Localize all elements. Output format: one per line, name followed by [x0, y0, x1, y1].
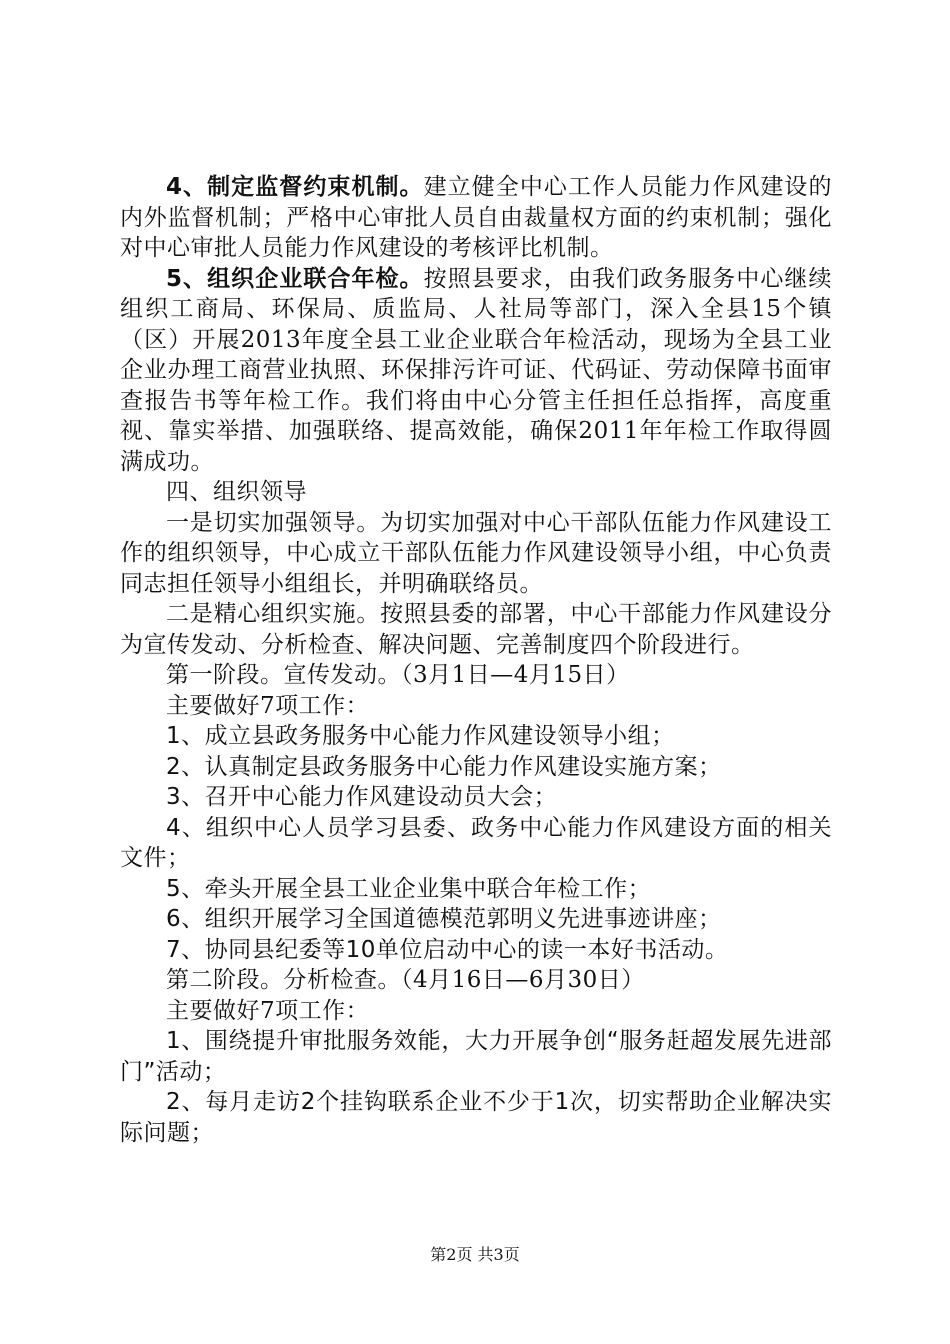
- list-item: 2、认真制定县政务服务中心能力作风建设实施方案；: [166, 753, 722, 780]
- paragraph-text: 按照县要求，由我们政务服务中心继续组织工商局、环保局、质监局、人社局等部门，深入全县15个镇（区）开展2013年度全县工业企业联合年检活动，现场为全县工业企业办理工商营业执照、环保排污许可证、代码证、劳动保障书面审查报告书等年检工作。我们将由中心分管主任担任总指挥，高度重视、靠实举措、加强联络、提高效能，确保2011年年检工作取得圆满成功。: [120, 265, 832, 475]
- list-item: 4、组织中心人员学习县委、政务中心能力作风建设方面的相关文件；: [120, 814, 832, 871]
- paragraph-lead: 4、制定监督约束机制。: [166, 174, 424, 200]
- stage-two-tasks-intro: 主要做好7项工作：: [166, 997, 370, 1024]
- paragraph-joint-inspection: [120, 264, 832, 478]
- list-item: 3、召开中心能力作风建设动员大会；: [166, 784, 558, 810]
- list-item: 5、牵头开展全县工业企业集中联合年检工作；: [166, 875, 652, 902]
- paragraph-implementation: 二是精心组织实施。按照县委的部署，中心干部能力作风建设分为宣传发动、分析检查、解决问题、完善制度四个阶段进行。: [120, 601, 832, 658]
- paragraph-supervision-mechanism: [120, 172, 832, 264]
- document-body: [120, 172, 832, 1148]
- list-item: 2、每月走访2个挂钩联系企业不少于1次，切实帮助企业解决实际问题；: [120, 1089, 832, 1146]
- paragraph-lead: 5、组织企业联合年检。: [166, 265, 424, 292]
- list-item: 1、成立县政务服务中心能力作风建设领导小组；: [166, 723, 675, 749]
- page-number-footer: 第2页 共3页: [430, 1245, 520, 1264]
- section-heading-organization: 四、组织领导: [166, 479, 307, 505]
- paragraph-leadership: 一是切实加强领导。为切实加强对中心干部队伍能力作风建设工作的组织领导，中心成立干部队伍能力作风建设领导小组，中心负责同志担任领导小组组长，并明确联络员。: [120, 509, 832, 597]
- list-item: 7、协同县纪委等10单位启动中心的读一本好书活动。: [166, 936, 729, 963]
- list-item: 1、围绕提升审批服务效能，大力开展争创“服务赶超发展先进部门”活动；: [120, 1028, 832, 1085]
- stage-one-tasks-intro: 主要做好7项工作：: [166, 692, 370, 719]
- stage-two-heading: 第二阶段。分析检查。（4月16日—6月30日）: [166, 967, 645, 993]
- list-item: 6、组织开展学习全国道德模范郭明义先进事迹讲座；: [166, 906, 722, 932]
- stage-one-heading: 第一阶段。宣传发动。（3月1日—4月15日）: [166, 662, 630, 688]
- paragraph-text: 建立健全中心工作人员能力作风建设的内外监督机制；严格中心审批人员自由裁量权方面的约束机制；强化对中心审批人员能力作风建设的考核评比机制。: [120, 174, 832, 261]
